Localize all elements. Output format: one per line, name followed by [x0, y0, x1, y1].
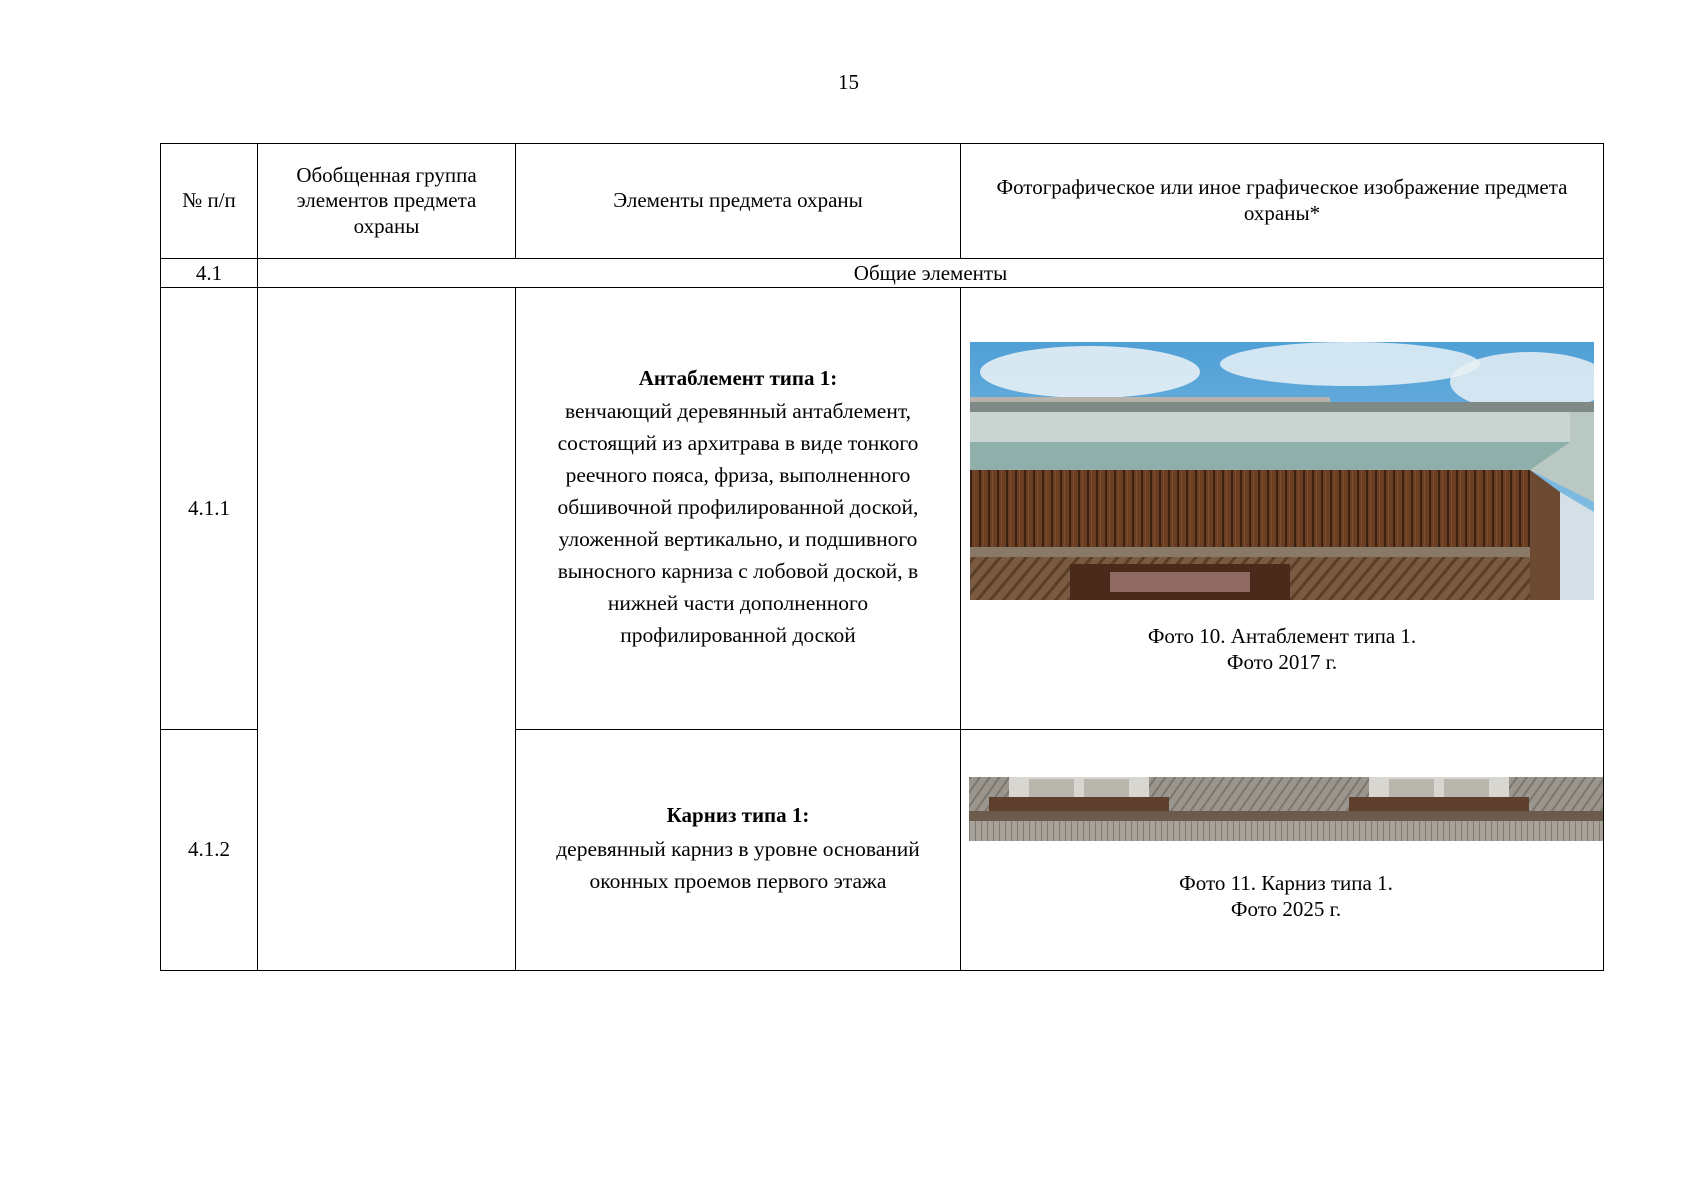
caption-line-1: Фото 10. Антаблемент типа 1. — [1147, 623, 1417, 648]
entablature-photo — [970, 342, 1594, 600]
element-description: деревянный карниз в уровне оснований оконных проемов первого этажа — [556, 836, 920, 893]
element-description-cell — [516, 730, 961, 971]
element-title: Антаблемент типа 1: — [638, 365, 838, 390]
caption-line-1: Фото 11. Карниз типа 1. — [1179, 871, 1393, 896]
header-num: № п/п — [161, 144, 258, 259]
header-image: Фотографическое или иное графическое изображение предмета охраны* — [961, 144, 1604, 259]
protection-elements-table — [160, 143, 1604, 971]
element-description-cell — [516, 288, 961, 730]
row-num: 4.1.2 — [161, 730, 258, 971]
page-number: 15 — [838, 70, 859, 94]
section-row — [161, 259, 1604, 288]
photo-cell — [961, 730, 1604, 971]
table-row — [161, 288, 1604, 730]
group-cell — [258, 288, 516, 971]
cornice-photo — [969, 777, 1603, 841]
caption-line-2: Фото 2025 г. — [1230, 897, 1342, 921]
photo-caption — [969, 624, 1595, 675]
section-num: 4.1 — [161, 259, 258, 288]
section-title: Общие элементы — [258, 259, 1604, 288]
photo-cell — [961, 288, 1604, 730]
header-group: Обобщенная группа элементов предмета охраны — [258, 144, 516, 259]
caption-line-2: Фото 2017 г. — [1226, 649, 1338, 674]
photo-caption — [969, 871, 1603, 922]
row-num: 4.1.1 — [161, 288, 258, 730]
element-description: венчающий деревянный антаблемент, состоящий из архитрава в виде тонкого реечного пояса, фриза, выполненного обшивочной профилированной доской, уложенной вертикально, и подшивного выносного карниза с лобовой доской, в нижней части дополненного профилированной доской — [557, 399, 919, 648]
element-title: Карниз типа 1: — [666, 803, 810, 828]
header-elements: Элементы предмета охраны — [516, 144, 961, 259]
table-header-row — [161, 144, 1604, 259]
